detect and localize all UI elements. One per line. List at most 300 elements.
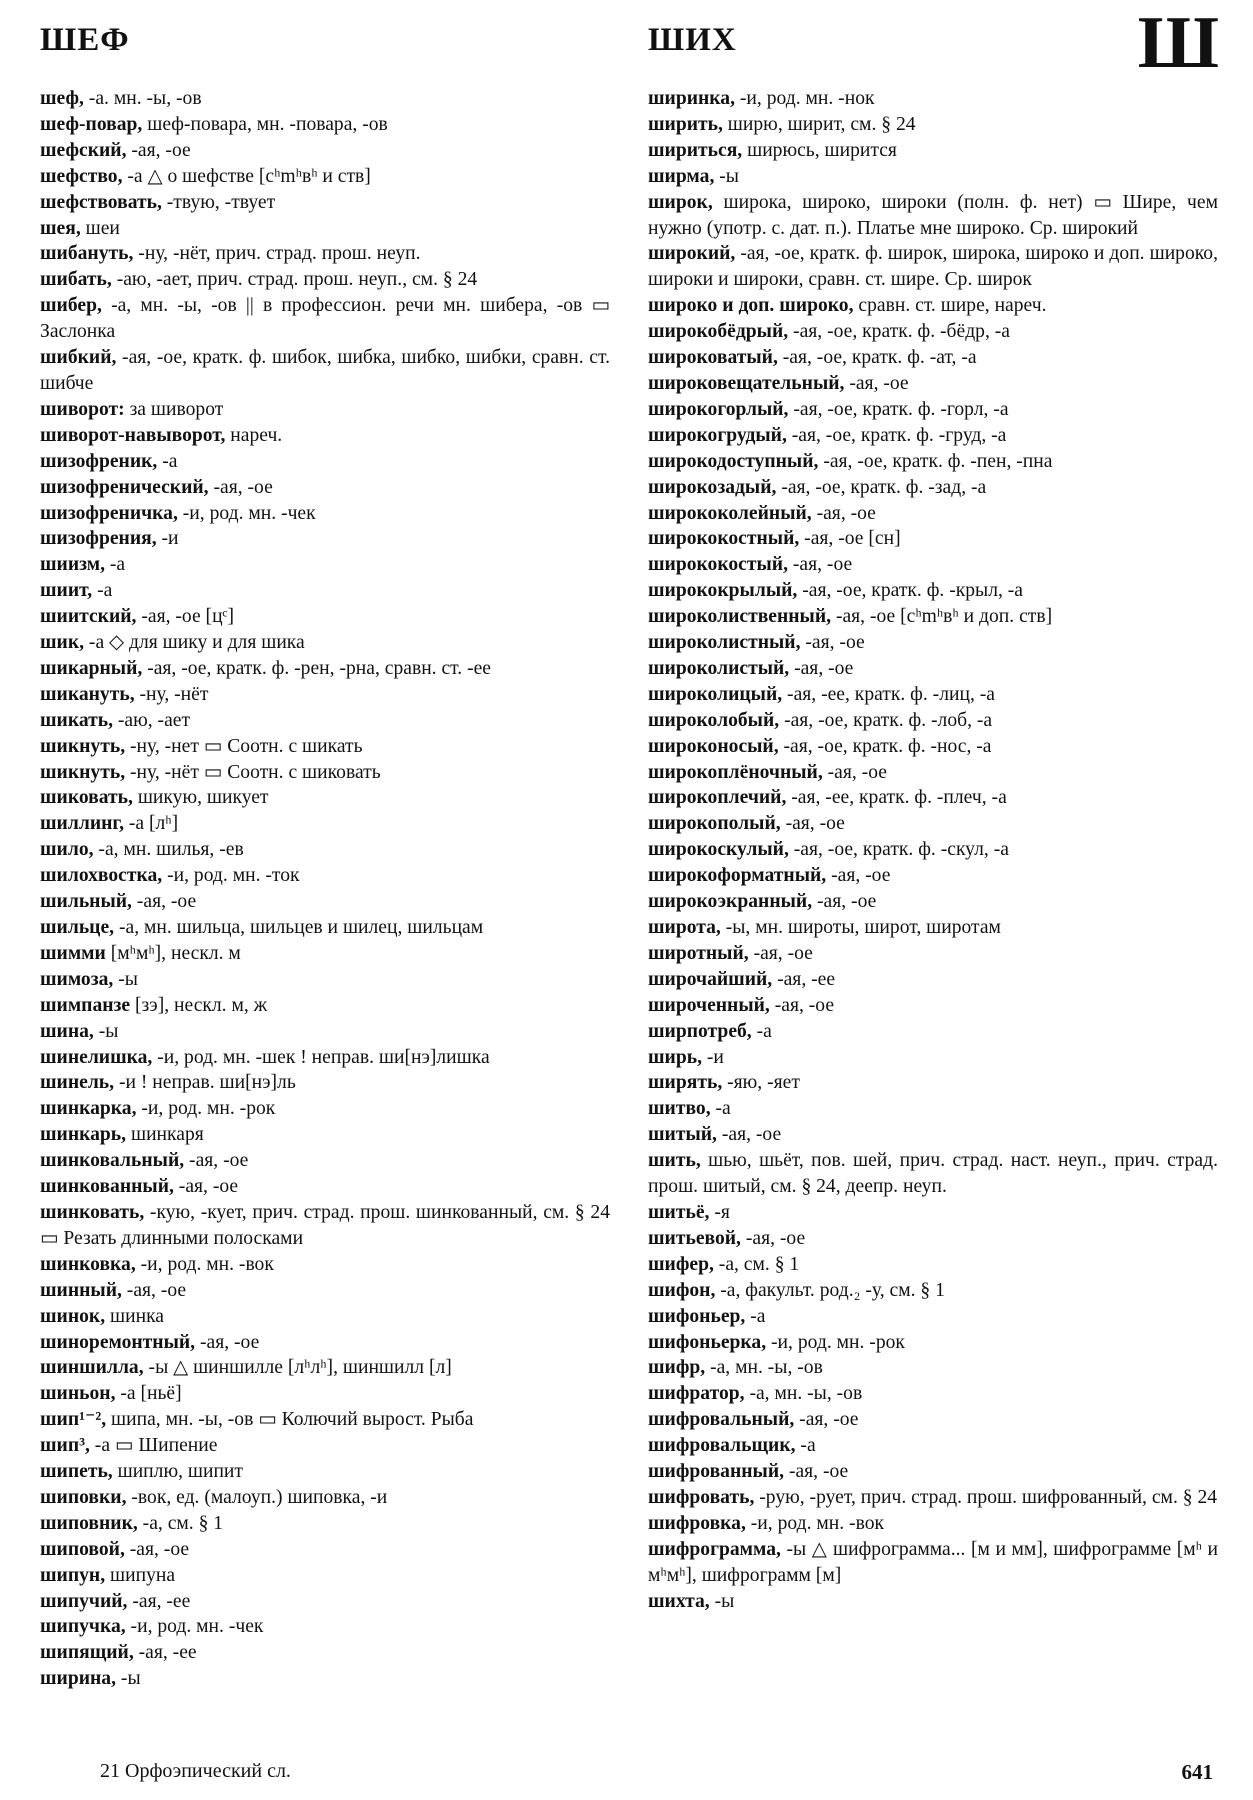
entry-grammar: -ая, -ое — [740, 1227, 806, 1249]
dictionary-entry — [648, 811, 1218, 837]
entry-headword: широконосый, — [648, 735, 779, 757]
entry-grammar: -а △ о шефстве [сʰmʰвʰ и ств] — [122, 165, 371, 187]
dictionary-entry — [40, 1589, 610, 1615]
entry-headword: широкий, — [648, 243, 736, 265]
entry-headword: широковещательный, — [648, 372, 845, 394]
entry-grammar: -а — [92, 580, 113, 602]
entry-grammar: -ая, -ое, кратк. ф. -нос, -а — [778, 735, 992, 757]
dictionary-entry — [648, 889, 1218, 915]
entry-grammar: шеф-повара, мн. -повара, -ов — [142, 113, 388, 135]
entry-grammar: -и, род. мн. -вок — [135, 1253, 274, 1275]
dictionary-entry — [40, 708, 610, 734]
entry-headword: шизофреник, — [40, 450, 158, 472]
entry-grammar: -ая, -ое, кратк. ф. -скул, -а — [788, 839, 1009, 861]
entry-headword: шифровальный, — [648, 1409, 795, 1431]
dictionary-entry — [40, 1070, 610, 1096]
entry-grammar: шинкаря — [126, 1124, 204, 1146]
dictionary-entry — [40, 863, 610, 889]
entry-grammar: -а, мн. шилья, -ев — [93, 839, 244, 861]
entry-grammar: -а — [745, 1305, 766, 1327]
entry-grammar: -ая, -ое — [173, 1176, 239, 1198]
entry-grammar: -а [лʰ] — [123, 813, 179, 835]
dictionary-entry — [40, 1459, 610, 1485]
entry-headword: ширококрылый, — [648, 580, 798, 602]
entry-headword: шитьевой, — [648, 1227, 741, 1249]
entry-headword: шизофреничка, — [40, 502, 178, 524]
dictionary-entry — [648, 656, 1218, 682]
entry-headword: шибер, — [40, 295, 102, 317]
entry-headword: шилохвостка, — [40, 865, 163, 887]
dictionary-entry — [648, 293, 1218, 319]
dictionary-entry — [40, 1174, 610, 1200]
dictionary-entry — [648, 837, 1218, 863]
dictionary-entry — [648, 397, 1218, 423]
dictionary-entry — [40, 1563, 610, 1589]
entry-headword: широк, — [648, 191, 713, 213]
entry-headword: шипучий, — [40, 1590, 128, 1612]
dictionary-entry — [40, 552, 610, 578]
entry-headword: шимоза, — [40, 968, 114, 990]
dictionary-entry — [40, 1407, 610, 1433]
entry-headword: широченный, — [648, 994, 770, 1016]
dictionary-entry — [648, 1433, 1218, 1459]
entry-grammar: -ая, -ее, кратк. ф. -лиц, -а — [782, 683, 995, 705]
dictionary-entry — [40, 785, 610, 811]
entry-grammar: -вок, ед. (малоуп.) шиповка, -и — [126, 1486, 388, 1508]
dictionary-entry — [648, 863, 1218, 889]
dictionary-entry — [40, 1511, 610, 1537]
entry-grammar: шиплю, шипит — [112, 1461, 243, 1483]
dictionary-entry — [648, 1304, 1218, 1330]
entry-headword: шинелишка, — [40, 1046, 153, 1068]
dictionary-entry — [648, 734, 1218, 760]
entry-headword: широтный, — [648, 942, 749, 964]
dictionary-entry — [648, 526, 1218, 552]
entry-grammar: -ая, -ое — [822, 761, 887, 783]
dictionary-entry — [648, 1511, 1218, 1537]
entry-grammar: -ая, -ое — [788, 554, 853, 576]
entry-grammar: -ая, -ое — [812, 891, 877, 913]
entry-headword: шифрограмма, — [648, 1538, 781, 1560]
entry-grammar: -и, род. мн. -вок — [745, 1512, 885, 1534]
dictionary-entry — [648, 1407, 1218, 1433]
entry-headword: шиит, — [40, 580, 93, 602]
entry-headword: широколиственный, — [648, 606, 832, 628]
dictionary-entry — [40, 86, 610, 112]
entry-headword: шинок, — [40, 1305, 106, 1327]
entry-headword: ширинка, — [648, 88, 735, 109]
entry-grammar: -ая, -ое, кратк. ф. -бёдр, -а — [788, 321, 1010, 343]
entry-headword: шифровка, — [648, 1512, 746, 1534]
entry-headword: шифровать, — [648, 1486, 755, 1508]
entry-grammar: -а, мн. -ы, -ов — [744, 1383, 863, 1405]
dictionary-entry — [648, 604, 1218, 630]
entry-grammar: -и, род. мн. -шек ! неправ. ши[нэ]лишка — [152, 1046, 490, 1068]
entry-grammar: -ая, -ое — [121, 1279, 187, 1301]
entry-grammar: шипа, мн. -ы, -ов ▭ Колючий вырост. Рыба — [106, 1409, 474, 1431]
entry-headword: широкогрудый, — [648, 424, 787, 446]
entry-headword: шикануть, — [40, 683, 135, 705]
entry-headword: шип³, — [40, 1435, 90, 1457]
dictionary-entry — [648, 967, 1218, 993]
dictionary-entry — [40, 216, 610, 242]
entry-grammar: -ая, -ое, кратк. ф. -крыл, -а — [797, 580, 1023, 602]
entry-grammar: шипуна — [105, 1564, 176, 1586]
entry-headword: ширять, — [648, 1072, 723, 1094]
entry-headword: широкозадый, — [648, 476, 777, 498]
entry-headword: шинковка, — [40, 1253, 136, 1275]
entry-grammar: -ну, -нёт ▭ Соотн. с шиковать — [125, 761, 381, 783]
entry-headword: шибать, — [40, 269, 112, 291]
dictionary-entry — [648, 1589, 1218, 1615]
entry-headword: шифровальщик, — [648, 1435, 796, 1457]
dictionary-entry — [648, 993, 1218, 1019]
dictionary-entry — [40, 190, 610, 216]
entry-headword: шибануть, — [40, 243, 134, 265]
dictionary-entry — [648, 682, 1218, 708]
entry-grammar: -и, род. мн. -рок — [136, 1098, 276, 1120]
entry-grammar: -ая, -ое — [124, 1538, 190, 1560]
entry-grammar: -ая, -ое [цᶜ] — [136, 606, 235, 628]
entry-headword: ширококостый, — [648, 554, 788, 576]
entry-grammar: -аю, -ает — [113, 709, 191, 731]
entry-headword: шиковать, — [40, 787, 133, 809]
dictionary-entry — [40, 1614, 610, 1640]
entry-grammar: -ая, -ое, кратк. ф. шибок, шибка, шибко, шибки, сравн. ст. шибче — [40, 347, 610, 394]
entry-headword: широкоскулый, — [648, 839, 789, 861]
entry-grammar: -ы, мн. широты, широт, широтам — [720, 917, 1001, 938]
entry-grammar: -ая, -ее — [127, 1590, 191, 1612]
entry-headword: шимпанзе — [40, 994, 131, 1016]
entry-headword: широкодоступный, — [648, 450, 819, 472]
entry-grammar: -и, род. мн. -рок — [766, 1331, 905, 1353]
entry-headword: шефский, — [40, 139, 127, 161]
entry-grammar: -ну, -нет ▭ Соотн. с шикать — [125, 735, 363, 757]
dictionary-entry — [40, 993, 610, 1019]
dictionary-entry — [648, 1045, 1218, 1071]
entry-grammar: -ая, -ое — [784, 1461, 849, 1483]
entry-grammar: -ая, -ое — [126, 139, 191, 161]
dictionary-entry — [40, 1640, 610, 1666]
entry-grammar: -ая, -ое, кратк. ф. -зад, -а — [776, 476, 987, 498]
entry-headword: шитый, — [648, 1124, 717, 1146]
entry-headword: шинный, — [40, 1279, 122, 1301]
entry-headword: ширить, — [648, 113, 723, 135]
right-running-head: ШИХ — [648, 22, 737, 58]
dictionary-entry — [648, 1096, 1218, 1122]
dictionary-entry — [40, 656, 610, 682]
entry-grammar: -а [ньё] — [115, 1383, 182, 1405]
dictionary-entry — [40, 1381, 610, 1407]
entry-headword: ширококолейный, — [648, 502, 812, 524]
entry-grammar: -ая, -ое, кратк. ф. -лоб, -а — [779, 709, 993, 731]
entry-grammar: -ая, -ое — [826, 865, 891, 887]
entry-headword: шип¹⁻², — [40, 1409, 107, 1431]
entry-grammar: -я — [709, 1201, 730, 1223]
dictionary-entry — [648, 760, 1218, 786]
entry-headword: шефствовать, — [40, 191, 162, 213]
entry-headword: шиноремонтный, — [40, 1331, 196, 1353]
entry-headword: шифратор, — [648, 1383, 745, 1405]
dictionary-entry — [40, 734, 610, 760]
dictionary-entry — [40, 267, 610, 293]
dictionary-entry — [648, 1252, 1218, 1278]
entry-grammar: -ая, -ое — [748, 942, 813, 964]
entry-grammar: шикую, шикует — [132, 787, 269, 809]
entry-grammar: -ая, -ое — [184, 1150, 249, 1172]
entry-headword: широкоплечий, — [648, 787, 787, 809]
left-column — [40, 86, 610, 1692]
entry-headword: шикарный, — [40, 657, 143, 679]
entry-grammar: -и, род. мн. -чек — [125, 1616, 264, 1638]
entry-grammar: -ая, -ее, кратк. ф. -плеч, -а — [786, 787, 1007, 809]
entry-grammar: -а. мн. -ы, -ов — [83, 88, 202, 109]
entry-headword: шильце, — [40, 917, 115, 938]
entry-grammar: -ая, -ое — [780, 813, 845, 835]
entry-headword: шиповой, — [40, 1538, 125, 1560]
entry-headword: шифоньерка, — [648, 1331, 767, 1353]
entry-grammar: -ая, -ое, кратк. ф. -горл, -а — [788, 398, 1009, 420]
entry-headword: шиворот: — [40, 398, 125, 420]
entry-grammar: сравн. ст. шире, нареч. — [853, 295, 1047, 317]
dictionary-entry — [40, 1148, 610, 1174]
dictionary-entry — [40, 604, 610, 630]
entry-grammar: -а ◇ для шику и для шика — [84, 632, 305, 654]
dictionary-entry — [40, 397, 610, 423]
entry-grammar: -ая, -ее — [772, 968, 836, 990]
entry-grammar: -ы — [714, 165, 739, 187]
dictionary-entry — [648, 1485, 1218, 1511]
entry-headword: широколистый, — [648, 657, 790, 679]
dictionary-entry — [40, 241, 610, 267]
entry-headword: шифр, — [648, 1357, 706, 1379]
entry-headword: шиллинг, — [40, 813, 124, 835]
entry-grammar: -ая, -ое — [789, 657, 854, 679]
dictionary-entry — [648, 1381, 1218, 1407]
page-number: 641 — [1181, 1760, 1213, 1784]
dictionary-entry — [648, 578, 1218, 604]
entry-headword: широкогорлый, — [648, 398, 789, 420]
entry-headword: шеф-повар, — [40, 113, 143, 135]
dictionary-entry — [40, 345, 610, 397]
entry-headword: шея, — [40, 217, 81, 239]
entry-grammar: -и — [156, 528, 179, 550]
entry-grammar: -и ! неправ. ши[нэ]ль — [114, 1072, 296, 1094]
entry-headword: шифер, — [648, 1253, 714, 1275]
dictionary-entry — [40, 1666, 610, 1692]
dictionary-entry — [648, 552, 1218, 578]
entry-grammar: -а, см. § 1 — [137, 1512, 224, 1534]
entry-grammar: -яю, -яет — [722, 1072, 800, 1094]
entry-grammar: шеи — [80, 217, 120, 239]
dictionary-entry — [648, 1122, 1218, 1148]
entry-headword: шинкарка, — [40, 1098, 137, 1120]
dictionary-entry — [40, 915, 610, 941]
dictionary-entry — [648, 941, 1218, 967]
entry-grammar: -и, род. мн. -чек — [177, 502, 316, 524]
entry-grammar: шью, шьёт, пов. шей, прич. страд. наст. неуп., прич. страд. прош. шитый, см. § 24, деепр. неуп. — [648, 1150, 1218, 1198]
entry-grammar: -а, мн. -ы, -ов || в профессион. речи мн. шибера, -ов ▭ Заслонка — [40, 295, 610, 343]
entry-headword: шиизм, — [40, 554, 105, 576]
entry-headword: ширма, — [648, 165, 715, 187]
entry-grammar: -ая, -ое — [131, 891, 197, 913]
entry-headword: широкобёдрый, — [648, 321, 789, 343]
dictionary-entry — [40, 449, 610, 475]
entry-headword: шикнуть, — [40, 761, 126, 783]
dictionary-entry — [40, 811, 610, 837]
entry-grammar: -а — [104, 554, 126, 576]
entry-grammar: [зэ], нескл. м, ж — [130, 994, 268, 1016]
dictionary-entry — [40, 1304, 610, 1330]
entry-grammar: -ая, -ее — [133, 1642, 197, 1664]
entry-grammar: широка, широко, широки (полн. ф. нет) ▭ Шире, чем нужно (употр. с. дат. п.). Платье мне широко. Ср. широкий — [648, 191, 1218, 239]
entry-grammar: шинка — [105, 1305, 164, 1327]
entry-grammar: -ая, -ое — [769, 994, 835, 1016]
section-letter: Ш — [1137, 2, 1219, 84]
entry-headword: широколицый, — [648, 683, 783, 705]
entry-headword: шипящий, — [40, 1642, 134, 1664]
entry-grammar: -ая, -ое, кратк. ф. -ат, -а — [777, 347, 977, 369]
entry-headword: шеф, — [40, 88, 84, 109]
entry-headword: ширпотреб, — [648, 1020, 752, 1042]
dictionary-entry — [40, 138, 610, 164]
entry-headword: шиншилла, — [40, 1357, 144, 1379]
dictionary-entry — [648, 1537, 1218, 1589]
entry-grammar: -рую, -рует, прич. страд. прош. шифрованный, см. § 24 — [754, 1486, 1218, 1508]
entry-headword: широкоэкранный, — [648, 891, 813, 913]
entry-headword: широта, — [648, 917, 721, 938]
dictionary-entry — [648, 1330, 1218, 1356]
dictionary-entry — [40, 760, 610, 786]
entry-grammar: нареч. — [225, 424, 283, 446]
entry-grammar: -а, факульт. род.₂ -у, см. § 1 — [715, 1279, 945, 1301]
entry-headword: широковатый, — [648, 347, 778, 369]
dictionary-entry — [648, 1070, 1218, 1096]
dictionary-entry — [648, 190, 1218, 242]
entry-headword: шипеть, — [40, 1461, 113, 1483]
dictionary-entry — [40, 293, 610, 345]
entry-grammar: -ая, -ое — [195, 1331, 260, 1353]
dictionary-entry — [40, 1096, 610, 1122]
entry-grammar: -ая, -ое [сн] — [799, 528, 901, 550]
dictionary-entry — [40, 1330, 610, 1356]
entry-headword: ширина, — [40, 1668, 117, 1690]
dictionary-entry — [40, 1433, 610, 1459]
entry-headword: шириться, — [648, 139, 743, 161]
dictionary-entry — [648, 501, 1218, 527]
dictionary-entry — [648, 1200, 1218, 1226]
dictionary-entry — [648, 630, 1218, 656]
entry-headword: шиповки, — [40, 1486, 127, 1508]
entry-grammar: -ая, -ое — [208, 476, 273, 498]
dictionary-entry — [648, 708, 1218, 734]
entry-grammar: -ая, -ое, кратк. ф. -пен, -пна — [818, 450, 1053, 472]
entry-grammar: -ы — [93, 1020, 119, 1042]
entry-headword: шибкий, — [40, 347, 117, 369]
entry-grammar: -твую, -твует — [161, 191, 276, 213]
entry-grammar: -ая, -ое, кратк. ф. -груд, -а — [786, 424, 1007, 446]
dictionary-entry — [648, 1226, 1218, 1252]
entry-grammar: ширюсь, ширится — [742, 139, 897, 161]
entry-headword: шитво, — [648, 1098, 711, 1120]
entry-grammar: -ая, -ое, кратк. ф. -рен, -рна, сравн. ст. -ее — [142, 657, 491, 679]
entry-headword: широко и доп. широко, — [648, 295, 854, 317]
dictionary-entry — [40, 164, 610, 190]
dictionary-entry — [648, 345, 1218, 371]
dictionary-entry — [40, 682, 610, 708]
entry-headword: широкополый, — [648, 813, 781, 835]
entry-grammar: -а, мн. шильца, шильцев и шилец, шильцам — [114, 917, 484, 938]
entry-grammar: -ы — [116, 1668, 141, 1690]
entry-headword: шипун, — [40, 1564, 106, 1586]
entry-headword: шить, — [648, 1150, 701, 1172]
entry-headword: шимми — [40, 942, 106, 964]
left-running-head: ШЕФ — [40, 22, 130, 58]
dictionary-entry — [648, 1148, 1218, 1200]
entry-headword: шиповник, — [40, 1512, 138, 1534]
entry-grammar: ширю, ширит, см. § 24 — [722, 113, 916, 135]
entry-headword: широколобый, — [648, 709, 780, 731]
dictionary-entry — [40, 1200, 610, 1252]
entry-grammar: -ы — [113, 968, 138, 990]
entry-grammar: -а, мн. -ы, -ов — [705, 1357, 823, 1379]
entry-headword: шило, — [40, 839, 94, 861]
entry-grammar: -ая, -ое — [811, 502, 876, 524]
entry-grammar: -и, род. мн. -ток — [162, 865, 300, 887]
entry-headword: широкоформатный, — [648, 865, 827, 887]
entry-headword: шинковальный, — [40, 1150, 185, 1172]
dictionary-entry — [40, 837, 610, 863]
entry-headword: широкоплёночный, — [648, 761, 823, 783]
dictionary-entry — [40, 1278, 610, 1304]
entry-headword: шинковать, — [40, 1201, 145, 1223]
entry-grammar: -а — [795, 1435, 816, 1457]
entry-headword: шик, — [40, 632, 85, 654]
dictionary-entry — [40, 967, 610, 993]
dictionary-entry — [40, 526, 610, 552]
dictionary-entry — [648, 241, 1218, 293]
dictionary-entry — [648, 86, 1218, 112]
footer-signature: 21 Орфоэпический сл. — [100, 1760, 291, 1782]
dictionary-entry — [40, 578, 610, 604]
entry-headword: широколистный, — [648, 632, 801, 654]
dictionary-entry — [648, 112, 1218, 138]
entry-headword: шифоньер, — [648, 1305, 746, 1327]
entry-grammar: -ая, -ое — [716, 1124, 782, 1146]
entry-grammar: -и — [702, 1046, 724, 1068]
entry-grammar: -аю, -ает, прич. страд. прош. неуп., см. § 24 — [111, 269, 478, 291]
right-column — [648, 86, 1218, 1614]
entry-grammar: -а — [710, 1098, 731, 1120]
dictionary-entry — [40, 501, 610, 527]
dictionary-entry — [40, 1045, 610, 1071]
dictionary-entry — [648, 1278, 1218, 1304]
entry-headword: шинкованный, — [40, 1176, 174, 1198]
entry-grammar: -а — [157, 450, 178, 472]
entry-grammar: -ы — [709, 1590, 735, 1612]
dictionary-entry — [40, 1485, 610, 1511]
entry-grammar: -ая, -ое — [794, 1409, 859, 1431]
entry-grammar: -ая, -ое — [800, 632, 865, 654]
dictionary-entry — [648, 138, 1218, 164]
entry-grammar: [мʰмʰ], нескл. м — [105, 942, 241, 964]
entry-headword: ширь, — [648, 1046, 702, 1068]
entry-grammar: -а — [751, 1020, 772, 1042]
dictionary-entry — [648, 785, 1218, 811]
entry-grammar: -кую, -кует, прич. страд. прош. шинкованный, см. § 24 ▭ Резать длинными полосками — [40, 1201, 610, 1249]
dictionary-entry — [648, 449, 1218, 475]
entry-headword: шикнуть, — [40, 735, 126, 757]
